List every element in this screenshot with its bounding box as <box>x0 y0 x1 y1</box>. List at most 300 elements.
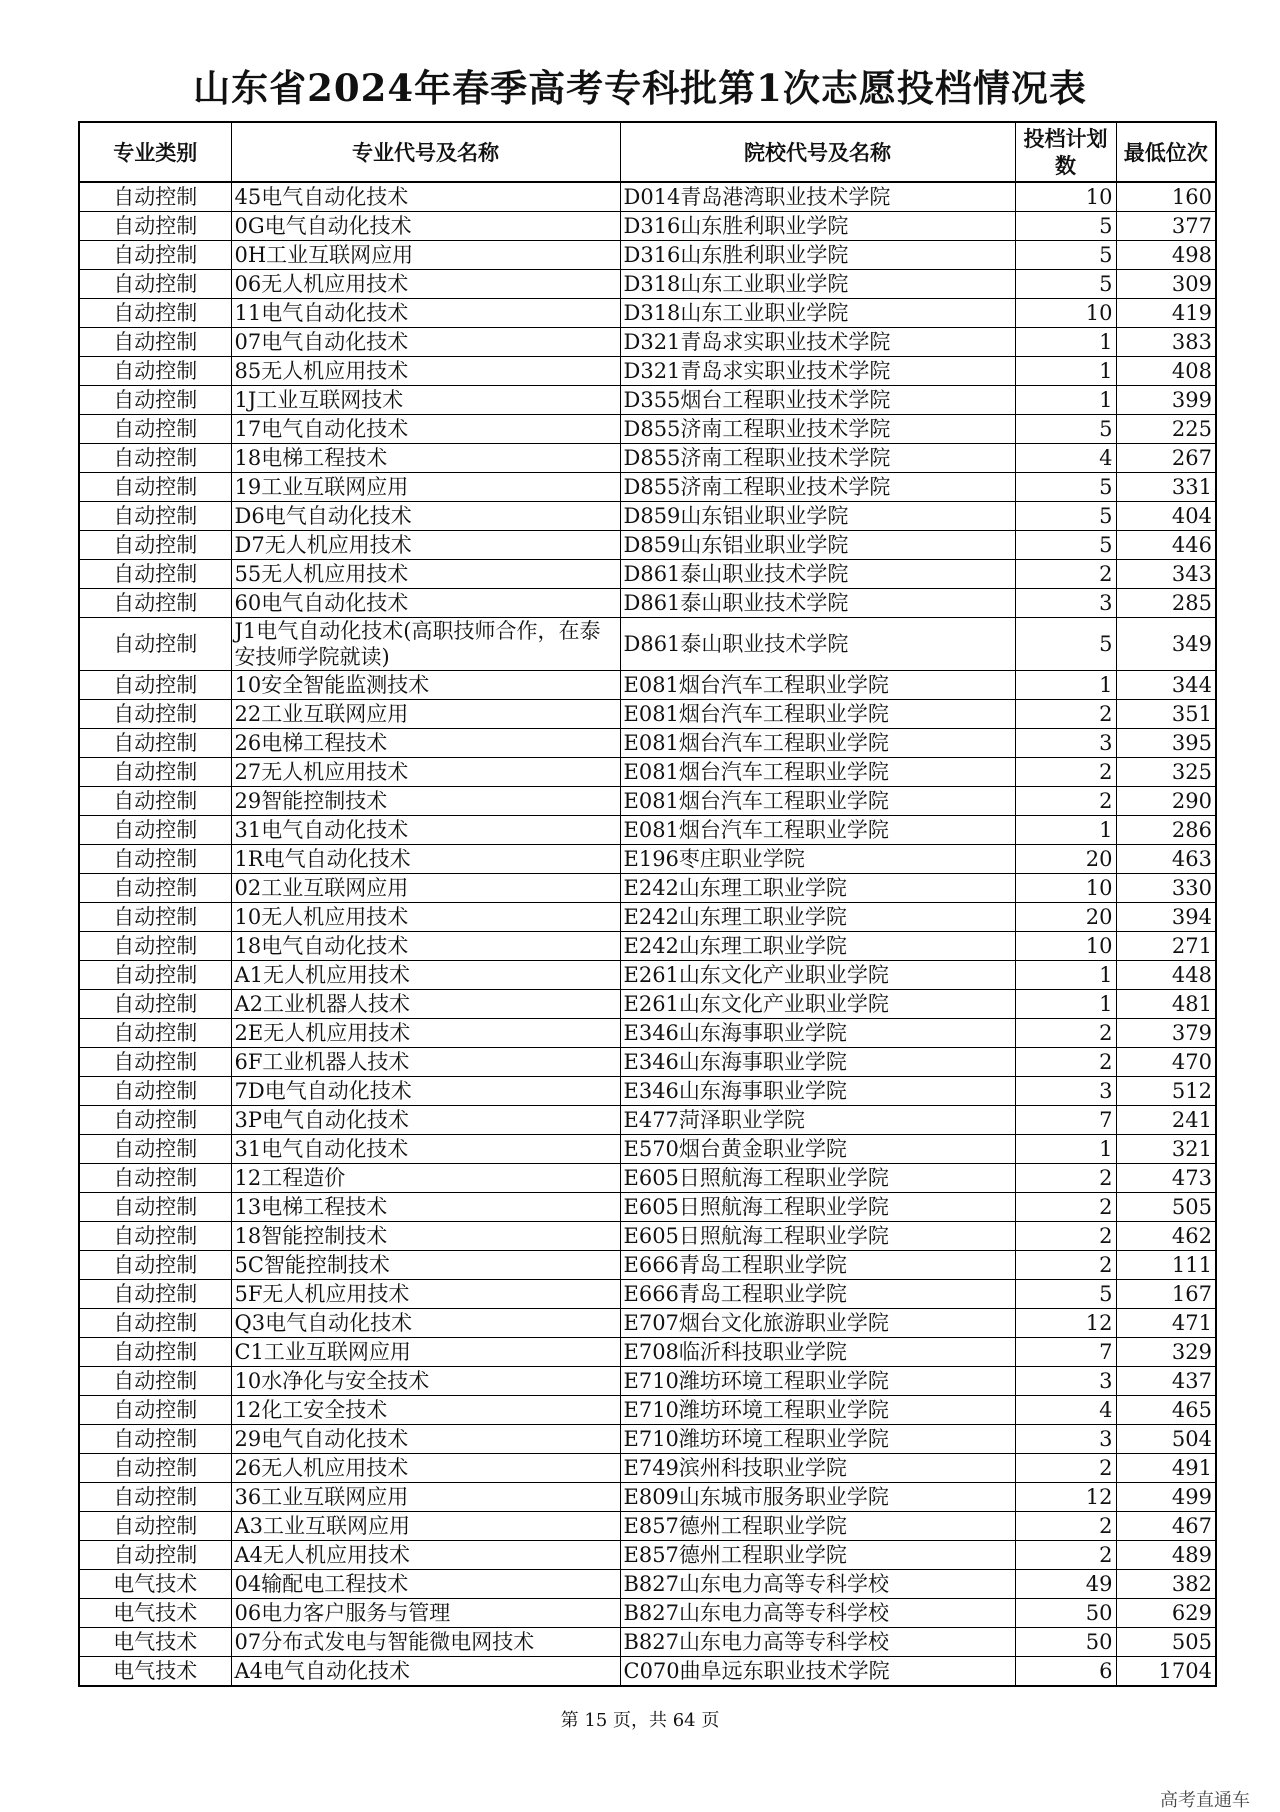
cell-rank: 330 <box>1116 874 1216 903</box>
cell-category: 自动控制 <box>79 1280 231 1309</box>
cell-rank: 437 <box>1116 1367 1216 1396</box>
cell-category: 自动控制 <box>79 845 231 874</box>
cell-major: 5C智能控制技术 <box>231 1251 620 1280</box>
cell-category: 自动控制 <box>79 903 231 932</box>
table-row <box>79 787 1216 816</box>
cell-category: 自动控制 <box>79 1164 231 1193</box>
cell-school: D855济南工程职业技术学院 <box>620 415 1015 444</box>
table-row <box>79 729 1216 758</box>
cell-category: 电气技术 <box>79 1657 231 1687</box>
cell-plan: 12 <box>1015 1483 1116 1512</box>
table-row <box>79 1338 1216 1367</box>
cell-plan: 20 <box>1015 903 1116 932</box>
cell-plan: 50 <box>1015 1599 1116 1628</box>
cell-plan: 1 <box>1015 328 1116 357</box>
cell-major: 04输配电工程技术 <box>231 1570 620 1599</box>
cell-category: 自动控制 <box>79 1077 231 1106</box>
cell-rank: 343 <box>1116 560 1216 589</box>
cell-major: 1J工业互联网技术 <box>231 386 620 415</box>
header-rank: 最低位次 <box>1116 122 1216 182</box>
cell-school: D855济南工程职业技术学院 <box>620 473 1015 502</box>
cell-plan: 1 <box>1015 386 1116 415</box>
cell-rank: 285 <box>1116 589 1216 618</box>
cell-category: 自动控制 <box>79 328 231 357</box>
cell-major: 22工业互联网应用 <box>231 700 620 729</box>
table-row <box>79 990 1216 1019</box>
cell-major: 26电梯工程技术 <box>231 729 620 758</box>
cell-plan: 5 <box>1015 241 1116 270</box>
cell-major: 55无人机应用技术 <box>231 560 620 589</box>
table-row <box>79 874 1216 903</box>
cell-plan: 7 <box>1015 1106 1116 1135</box>
cell-category: 自动控制 <box>79 618 231 671</box>
cell-category: 自动控制 <box>79 990 231 1019</box>
cell-rank: 467 <box>1116 1512 1216 1541</box>
cell-rank: 351 <box>1116 700 1216 729</box>
cell-school: D318山东工业职业学院 <box>620 270 1015 299</box>
table-row <box>79 1628 1216 1657</box>
cell-school: E242山东理工职业学院 <box>620 874 1015 903</box>
cell-school: D318山东工业职业学院 <box>620 299 1015 328</box>
cell-school: D321青岛求实职业技术学院 <box>620 357 1015 386</box>
cell-category: 自动控制 <box>79 531 231 560</box>
cell-school: E710潍坊环境工程职业学院 <box>620 1367 1015 1396</box>
table-row <box>79 241 1216 270</box>
cell-category: 自动控制 <box>79 386 231 415</box>
cell-school: E666青岛工程职业学院 <box>620 1251 1015 1280</box>
cell-plan: 2 <box>1015 758 1116 787</box>
cell-school: E242山东理工职业学院 <box>620 932 1015 961</box>
page-title: 山东省2024年春季高考专科批第1次志愿投档情况表 <box>193 66 1087 110</box>
cell-rank: 465 <box>1116 1396 1216 1425</box>
cell-major: 27无人机应用技术 <box>231 758 620 787</box>
cell-major: 12化工安全技术 <box>231 1396 620 1425</box>
cell-category: 自动控制 <box>79 729 231 758</box>
cell-rank: 271 <box>1116 932 1216 961</box>
cell-major: A2工业机器人技术 <box>231 990 620 1019</box>
cell-category: 自动控制 <box>79 758 231 787</box>
cell-major: D6电气自动化技术 <box>231 502 620 531</box>
cell-rank: 448 <box>1116 961 1216 990</box>
cell-major: C1工业互联网应用 <box>231 1338 620 1367</box>
table-row <box>79 328 1216 357</box>
cell-category: 电气技术 <box>79 1628 231 1657</box>
table-row <box>79 1280 1216 1309</box>
header-school: 院校代号及名称 <box>620 122 1015 182</box>
cell-rank: 629 <box>1116 1599 1216 1628</box>
cell-plan: 1 <box>1015 1135 1116 1164</box>
cell-major: A3工业互联网应用 <box>231 1512 620 1541</box>
table-row <box>79 903 1216 932</box>
cell-category: 自动控制 <box>79 1541 231 1570</box>
table-row <box>79 1048 1216 1077</box>
cell-school: E857德州工程职业学院 <box>620 1512 1015 1541</box>
table-row <box>79 1570 1216 1599</box>
cell-plan: 49 <box>1015 1570 1116 1599</box>
cell-plan: 3 <box>1015 1425 1116 1454</box>
cell-school: E242山东理工职业学院 <box>620 903 1015 932</box>
table-row <box>79 357 1216 386</box>
cell-category: 自动控制 <box>79 1367 231 1396</box>
table-row <box>79 932 1216 961</box>
cell-rank: 489 <box>1116 1541 1216 1570</box>
cell-plan: 1 <box>1015 961 1116 990</box>
cell-plan: 1 <box>1015 990 1116 1019</box>
cell-rank: 383 <box>1116 328 1216 357</box>
cell-rank: 505 <box>1116 1193 1216 1222</box>
table-row <box>79 560 1216 589</box>
cell-plan: 10 <box>1015 182 1116 212</box>
cell-rank: 331 <box>1116 473 1216 502</box>
cell-major: 26无人机应用技术 <box>231 1454 620 1483</box>
cell-major: 36工业互联网应用 <box>231 1483 620 1512</box>
cell-major: 1R电气自动化技术 <box>231 845 620 874</box>
cell-category: 自动控制 <box>79 1251 231 1280</box>
cell-major: 07分布式发电与智能微电网技术 <box>231 1628 620 1657</box>
cell-rank: 309 <box>1116 270 1216 299</box>
cell-major: 07电气自动化技术 <box>231 328 620 357</box>
cell-plan: 3 <box>1015 1367 1116 1396</box>
table-row <box>79 589 1216 618</box>
cell-school: E710潍坊环境工程职业学院 <box>620 1425 1015 1454</box>
cell-category: 自动控制 <box>79 473 231 502</box>
cell-category: 自动控制 <box>79 1048 231 1077</box>
table-row <box>79 1077 1216 1106</box>
cell-plan: 2 <box>1015 1541 1116 1570</box>
cell-plan: 10 <box>1015 299 1116 328</box>
cell-school: E081烟台汽车工程职业学院 <box>620 816 1015 845</box>
cell-plan: 2 <box>1015 1512 1116 1541</box>
cell-major: Q3电气自动化技术 <box>231 1309 620 1338</box>
cell-major: 18电梯工程技术 <box>231 444 620 473</box>
cell-rank: 382 <box>1116 1570 1216 1599</box>
cell-category: 自动控制 <box>79 700 231 729</box>
cell-major: J1电气自动化技术(高职技师合作，在泰安技师学院就读) <box>231 618 620 671</box>
cell-category: 自动控制 <box>79 1019 231 1048</box>
cell-major: 18电气自动化技术 <box>231 932 620 961</box>
cell-school: E605日照航海工程职业学院 <box>620 1193 1015 1222</box>
cell-school: E081烟台汽车工程职业学院 <box>620 700 1015 729</box>
cell-rank: 344 <box>1116 671 1216 700</box>
cell-school: E196枣庄职业学院 <box>620 845 1015 874</box>
table-row <box>79 1106 1216 1135</box>
cell-plan: 5 <box>1015 618 1116 671</box>
cell-major: 0H工业互联网应用 <box>231 241 620 270</box>
cell-plan: 2 <box>1015 1251 1116 1280</box>
cell-major: 31电气自动化技术 <box>231 816 620 845</box>
cell-rank: 167 <box>1116 1280 1216 1309</box>
cell-category: 自动控制 <box>79 589 231 618</box>
cell-plan: 2 <box>1015 560 1116 589</box>
cell-rank: 463 <box>1116 845 1216 874</box>
cell-school: E081烟台汽车工程职业学院 <box>620 671 1015 700</box>
table-row <box>79 1222 1216 1251</box>
cell-school: E261山东文化产业职业学院 <box>620 961 1015 990</box>
cell-major: 02工业互联网应用 <box>231 874 620 903</box>
cell-rank: 286 <box>1116 816 1216 845</box>
cell-school: E346山东海事职业学院 <box>620 1019 1015 1048</box>
cell-plan: 2 <box>1015 787 1116 816</box>
cell-major: A4电气自动化技术 <box>231 1657 620 1687</box>
cell-category: 自动控制 <box>79 502 231 531</box>
cell-category: 自动控制 <box>79 1454 231 1483</box>
cell-major: A1无人机应用技术 <box>231 961 620 990</box>
cell-rank: 408 <box>1116 357 1216 386</box>
table-row <box>79 1483 1216 1512</box>
cell-plan: 7 <box>1015 1338 1116 1367</box>
table-row <box>79 1367 1216 1396</box>
cell-category: 自动控制 <box>79 1483 231 1512</box>
cell-rank: 267 <box>1116 444 1216 473</box>
table-row <box>79 444 1216 473</box>
cell-school: E809山东城市服务职业学院 <box>620 1483 1015 1512</box>
cell-rank: 491 <box>1116 1454 1216 1483</box>
cell-category: 自动控制 <box>79 1338 231 1367</box>
cell-school: E749滨州科技职业学院 <box>620 1454 1015 1483</box>
cell-plan: 4 <box>1015 1396 1116 1425</box>
cell-category: 电气技术 <box>79 1599 231 1628</box>
table-row <box>79 1251 1216 1280</box>
cell-major: 18智能控制技术 <box>231 1222 620 1251</box>
cell-plan: 3 <box>1015 1077 1116 1106</box>
cell-rank: 471 <box>1116 1309 1216 1338</box>
cell-plan: 2 <box>1015 700 1116 729</box>
cell-school: E666青岛工程职业学院 <box>620 1280 1015 1309</box>
cell-category: 自动控制 <box>79 1193 231 1222</box>
cell-school: D861泰山职业技术学院 <box>620 618 1015 671</box>
page-number: 第 15 页，共 64 页 <box>560 1710 720 1731</box>
header-major: 专业代号及名称 <box>231 122 620 182</box>
cell-plan: 5 <box>1015 473 1116 502</box>
cell-rank: 504 <box>1116 1425 1216 1454</box>
cell-major: A4无人机应用技术 <box>231 1541 620 1570</box>
cell-rank: 325 <box>1116 758 1216 787</box>
cell-rank: 446 <box>1116 531 1216 560</box>
table-header-row <box>79 122 1216 182</box>
cell-category: 自动控制 <box>79 671 231 700</box>
cell-school: E081烟台汽车工程职业学院 <box>620 758 1015 787</box>
table-row <box>79 1541 1216 1570</box>
cell-rank: 505 <box>1116 1628 1216 1657</box>
cell-school: E346山东海事职业学院 <box>620 1077 1015 1106</box>
cell-category: 自动控制 <box>79 270 231 299</box>
cell-plan: 3 <box>1015 729 1116 758</box>
cell-category: 自动控制 <box>79 787 231 816</box>
table-row <box>79 1019 1216 1048</box>
cell-category: 自动控制 <box>79 212 231 241</box>
cell-school: D859山东铝业职业学院 <box>620 531 1015 560</box>
cell-plan: 4 <box>1015 444 1116 473</box>
cell-category: 自动控制 <box>79 1222 231 1251</box>
cell-major: 45电气自动化技术 <box>231 182 620 212</box>
cell-major: 12工程造价 <box>231 1164 620 1193</box>
cell-school: E570烟台黄金职业学院 <box>620 1135 1015 1164</box>
table-row <box>79 1193 1216 1222</box>
table-row <box>79 1657 1216 1687</box>
cell-school: E261山东文化产业职业学院 <box>620 990 1015 1019</box>
cell-school: D861泰山职业技术学院 <box>620 560 1015 589</box>
cell-major: 6F工业机器人技术 <box>231 1048 620 1077</box>
cell-major: 19工业互联网应用 <box>231 473 620 502</box>
table-row <box>79 1599 1216 1628</box>
cell-plan: 5 <box>1015 502 1116 531</box>
cell-rank: 481 <box>1116 990 1216 1019</box>
cell-rank: 321 <box>1116 1135 1216 1164</box>
cell-rank: 394 <box>1116 903 1216 932</box>
cell-school: D855济南工程职业技术学院 <box>620 444 1015 473</box>
cell-school: D859山东铝业职业学院 <box>620 502 1015 531</box>
cell-plan: 2 <box>1015 1193 1116 1222</box>
cell-category: 自动控制 <box>79 1309 231 1338</box>
table-row <box>79 415 1216 444</box>
cell-rank: 499 <box>1116 1483 1216 1512</box>
table-row <box>79 961 1216 990</box>
cell-major: 85无人机应用技术 <box>231 357 620 386</box>
cell-plan: 1 <box>1015 357 1116 386</box>
cell-major: 10无人机应用技术 <box>231 903 620 932</box>
cell-major: 7D电气自动化技术 <box>231 1077 620 1106</box>
cell-school: E081烟台汽车工程职业学院 <box>620 729 1015 758</box>
cell-plan: 10 <box>1015 932 1116 961</box>
cell-category: 自动控制 <box>79 932 231 961</box>
cell-category: 自动控制 <box>79 357 231 386</box>
cell-rank: 225 <box>1116 415 1216 444</box>
cell-major: 17电气自动化技术 <box>231 415 620 444</box>
table-row <box>79 531 1216 560</box>
cell-plan: 5 <box>1015 531 1116 560</box>
cell-category: 自动控制 <box>79 816 231 845</box>
cell-school: D355烟台工程职业技术学院 <box>620 386 1015 415</box>
cell-category: 自动控制 <box>79 560 231 589</box>
cell-plan: 5 <box>1015 212 1116 241</box>
cell-rank: 473 <box>1116 1164 1216 1193</box>
cell-school: B827山东电力高等专科学校 <box>620 1570 1015 1599</box>
cell-school: E346山东海事职业学院 <box>620 1048 1015 1077</box>
cell-major: 2E无人机应用技术 <box>231 1019 620 1048</box>
table-row <box>79 1135 1216 1164</box>
cell-category: 自动控制 <box>79 415 231 444</box>
cell-school: E605日照航海工程职业学院 <box>620 1164 1015 1193</box>
cell-category: 自动控制 <box>79 1106 231 1135</box>
cell-rank: 111 <box>1116 1251 1216 1280</box>
cell-school: D861泰山职业技术学院 <box>620 589 1015 618</box>
table-row <box>79 618 1216 671</box>
table-row <box>79 671 1216 700</box>
admission-table <box>78 121 1217 1687</box>
cell-major: 11电气自动化技术 <box>231 299 620 328</box>
cell-plan: 2 <box>1015 1454 1116 1483</box>
cell-category: 自动控制 <box>79 961 231 990</box>
cell-rank: 395 <box>1116 729 1216 758</box>
cell-school: D316山东胜利职业学院 <box>620 212 1015 241</box>
cell-major: 31电气自动化技术 <box>231 1135 620 1164</box>
cell-category: 自动控制 <box>79 1512 231 1541</box>
cell-school: E081烟台汽车工程职业学院 <box>620 787 1015 816</box>
cell-plan: 2 <box>1015 1019 1116 1048</box>
cell-plan: 1 <box>1015 671 1116 700</box>
cell-school: B827山东电力高等专科学校 <box>620 1628 1015 1657</box>
cell-major: 29智能控制技术 <box>231 787 620 816</box>
cell-category: 自动控制 <box>79 1396 231 1425</box>
cell-school: D014青岛港湾职业技术学院 <box>620 182 1015 212</box>
table-row <box>79 1425 1216 1454</box>
cell-rank: 404 <box>1116 502 1216 531</box>
cell-school: E710潍坊环境工程职业学院 <box>620 1396 1015 1425</box>
cell-rank: 1704 <box>1116 1657 1216 1687</box>
cell-plan: 5 <box>1015 1280 1116 1309</box>
watermark: 高考直通车 <box>1160 1790 1250 1811</box>
cell-plan: 12 <box>1015 1309 1116 1338</box>
cell-rank: 419 <box>1116 299 1216 328</box>
table-row <box>79 502 1216 531</box>
table-row <box>79 1512 1216 1541</box>
cell-category: 自动控制 <box>79 1425 231 1454</box>
table-row <box>79 700 1216 729</box>
cell-category: 自动控制 <box>79 1135 231 1164</box>
cell-major: 29电气自动化技术 <box>231 1425 620 1454</box>
cell-rank: 498 <box>1116 241 1216 270</box>
cell-plan: 2 <box>1015 1164 1116 1193</box>
cell-major: 10水净化与安全技术 <box>231 1367 620 1396</box>
cell-school: B827山东电力高等专科学校 <box>620 1599 1015 1628</box>
cell-rank: 241 <box>1116 1106 1216 1135</box>
table-row <box>79 816 1216 845</box>
cell-plan: 6 <box>1015 1657 1116 1687</box>
cell-plan: 5 <box>1015 270 1116 299</box>
cell-rank: 377 <box>1116 212 1216 241</box>
header-category: 专业类别 <box>79 122 231 182</box>
cell-school: E605日照航海工程职业学院 <box>620 1222 1015 1251</box>
cell-category: 自动控制 <box>79 182 231 212</box>
cell-plan: 3 <box>1015 589 1116 618</box>
cell-rank: 349 <box>1116 618 1216 671</box>
table-row <box>79 299 1216 328</box>
cell-major: 06无人机应用技术 <box>231 270 620 299</box>
table-row <box>79 270 1216 299</box>
cell-major: D7无人机应用技术 <box>231 531 620 560</box>
cell-plan: 2 <box>1015 1048 1116 1077</box>
cell-school: E477菏泽职业学院 <box>620 1106 1015 1135</box>
cell-plan: 50 <box>1015 1628 1116 1657</box>
cell-school: C070曲阜远东职业技术学院 <box>620 1657 1015 1687</box>
cell-plan: 1 <box>1015 816 1116 845</box>
cell-rank: 470 <box>1116 1048 1216 1077</box>
table-row <box>79 845 1216 874</box>
table-row <box>79 1309 1216 1338</box>
cell-major: 3P电气自动化技术 <box>231 1106 620 1135</box>
cell-school: E857德州工程职业学院 <box>620 1541 1015 1570</box>
cell-category: 自动控制 <box>79 874 231 903</box>
table-row <box>79 758 1216 787</box>
cell-school: D316山东胜利职业学院 <box>620 241 1015 270</box>
cell-category: 自动控制 <box>79 241 231 270</box>
table-row <box>79 1454 1216 1483</box>
cell-major: 5F无人机应用技术 <box>231 1280 620 1309</box>
cell-rank: 512 <box>1116 1077 1216 1106</box>
table-row <box>79 473 1216 502</box>
cell-rank: 329 <box>1116 1338 1216 1367</box>
cell-category: 自动控制 <box>79 299 231 328</box>
table-row <box>79 212 1216 241</box>
table-row <box>79 386 1216 415</box>
cell-plan: 2 <box>1015 1222 1116 1251</box>
cell-major: 13电梯工程技术 <box>231 1193 620 1222</box>
cell-rank: 399 <box>1116 386 1216 415</box>
cell-major: 0G电气自动化技术 <box>231 212 620 241</box>
table-row <box>79 182 1216 212</box>
cell-rank: 290 <box>1116 787 1216 816</box>
cell-category: 电气技术 <box>79 1570 231 1599</box>
